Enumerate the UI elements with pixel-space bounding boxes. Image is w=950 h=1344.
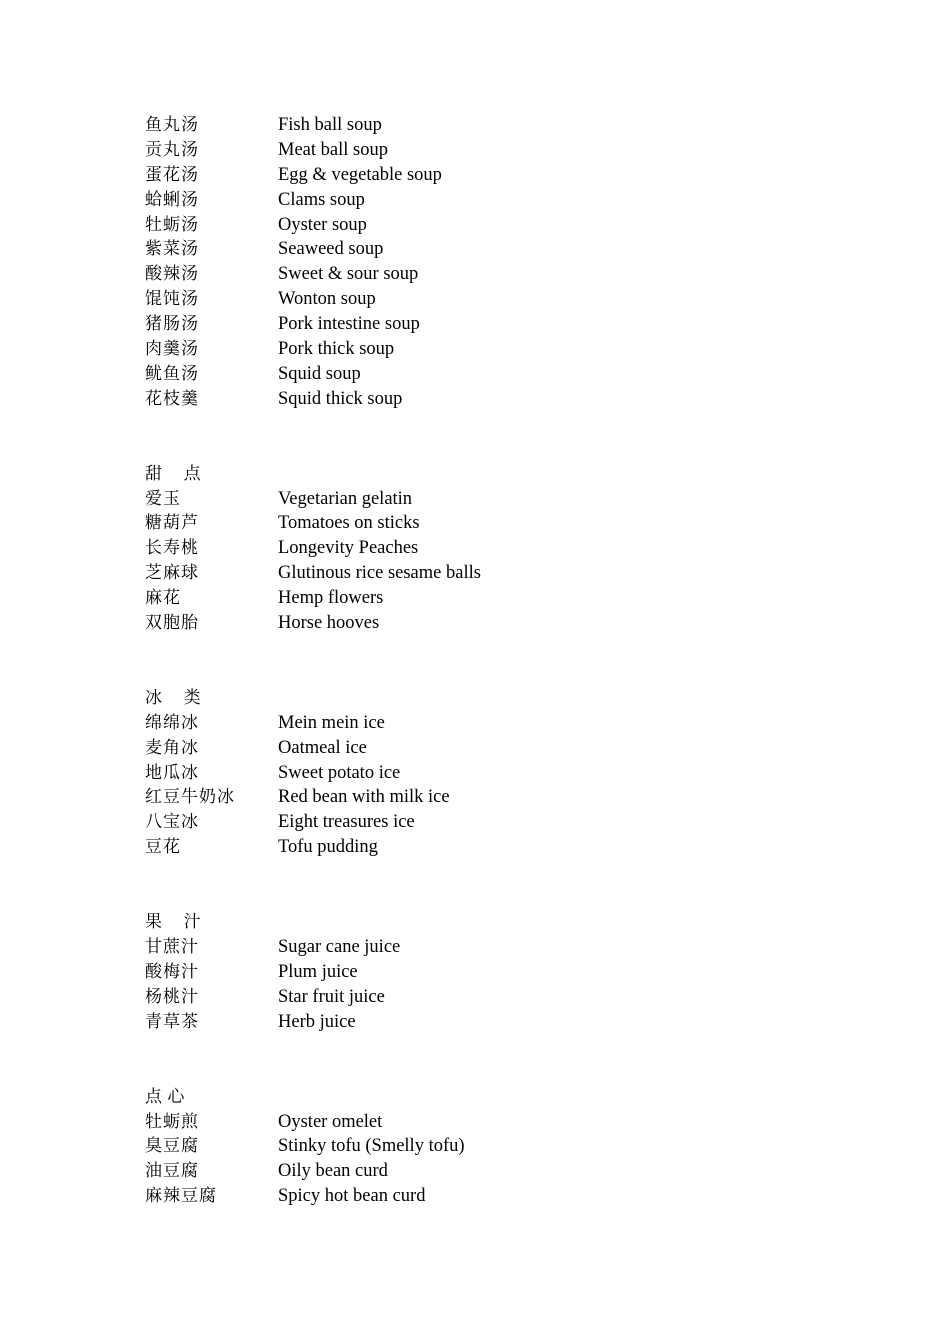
item-chinese: 芝麻球 — [145, 563, 199, 584]
item-english: Plum juice — [278, 961, 358, 982]
list-item — [145, 611, 845, 636]
list-item — [145, 1110, 845, 1135]
list-item — [145, 337, 845, 362]
list-item — [145, 262, 845, 287]
item-chinese: 麻花 — [145, 588, 181, 609]
item-english: Oatmeal ice — [278, 737, 367, 758]
list-item — [145, 935, 845, 960]
item-chinese: 糖葫芦 — [145, 513, 199, 534]
item-chinese: 甘蔗汁 — [145, 937, 199, 958]
list-item — [145, 536, 845, 561]
item-english: Star fruit juice — [278, 986, 385, 1007]
item-english: Seaweed soup — [278, 239, 384, 260]
menu-glossary — [145, 113, 845, 1209]
item-chinese: 臭豆腐 — [145, 1136, 199, 1157]
item-chinese: 青草茶 — [145, 1011, 199, 1032]
item-english: Vegetarian gelatin — [278, 488, 413, 509]
section-juices — [145, 910, 845, 1034]
item-english: Clams soup — [278, 189, 365, 210]
item-chinese: 酸辣汤 — [145, 264, 199, 285]
item-english: Eight treasures ice — [278, 812, 415, 833]
section-heading: 甜 点 — [145, 463, 201, 484]
list-item — [145, 835, 845, 860]
item-chinese: 双胞胎 — [145, 613, 199, 634]
item-chinese: 油豆腐 — [145, 1161, 199, 1182]
list-item — [145, 138, 845, 163]
item-english: Herb juice — [278, 1011, 356, 1032]
item-chinese: 爱玉 — [145, 488, 181, 509]
list-item — [145, 487, 845, 512]
list-item — [145, 213, 845, 238]
item-english: Sugar cane juice — [278, 937, 401, 958]
item-english: Squid thick soup — [278, 388, 403, 409]
item-chinese: 馄饨汤 — [145, 289, 199, 310]
item-english: Pork intestine soup — [278, 314, 420, 335]
list-item — [145, 237, 845, 262]
item-english: Hemp flowers — [278, 588, 384, 609]
section-heading: 果 汁 — [145, 912, 201, 933]
item-english: Red bean with milk ice — [278, 787, 450, 808]
item-english: Glutinous rice sesame balls — [278, 563, 481, 584]
section-soups — [145, 113, 845, 412]
list-item — [145, 785, 845, 810]
item-chinese: 牡蛎煎 — [145, 1111, 199, 1132]
item-chinese: 蛋花汤 — [145, 164, 199, 185]
item-english: Tomatoes on sticks — [278, 513, 420, 534]
item-english: Horse hooves — [278, 613, 380, 634]
list-item — [145, 1134, 845, 1159]
item-english: Longevity Peaches — [278, 538, 419, 559]
list-item — [145, 387, 845, 412]
item-chinese: 鱼丸汤 — [145, 115, 199, 135]
list-item — [145, 711, 845, 736]
list-item — [145, 312, 845, 337]
list-item — [145, 163, 845, 188]
item-english: Oyster soup — [278, 214, 367, 235]
list-item — [145, 188, 845, 213]
list-item — [145, 561, 845, 586]
item-chinese: 花枝羹 — [145, 388, 199, 409]
item-english: Tofu pudding — [278, 837, 378, 858]
list-item — [145, 985, 845, 1010]
item-english: Mein mein ice — [278, 712, 385, 733]
list-item — [145, 287, 845, 312]
list-item — [145, 362, 845, 387]
list-item — [145, 960, 845, 985]
item-chinese: 豆花 — [145, 837, 181, 858]
item-chinese: 长寿桃 — [145, 538, 199, 559]
list-item — [145, 586, 845, 611]
item-english: Spicy hot bean curd — [278, 1186, 426, 1207]
item-english: Fish ball soup — [278, 115, 382, 135]
item-chinese: 八宝冰 — [145, 812, 199, 833]
item-chinese: 肉羹汤 — [145, 339, 199, 360]
item-chinese: 鱿鱼汤 — [145, 363, 199, 384]
list-item — [145, 736, 845, 761]
list-item — [145, 1159, 845, 1184]
list-item — [145, 1184, 845, 1209]
section-ices — [145, 686, 845, 860]
list-item — [145, 511, 845, 536]
section-desserts — [145, 462, 845, 636]
item-english: Oily bean curd — [278, 1161, 388, 1182]
item-chinese: 牡蛎汤 — [145, 214, 199, 235]
list-item — [145, 1010, 845, 1035]
item-english: Egg & vegetable soup — [278, 164, 442, 185]
item-chinese: 贡丸汤 — [145, 139, 199, 160]
list-item — [145, 113, 845, 138]
item-chinese: 红豆牛奶冰 — [145, 787, 235, 808]
item-english: Sweet potato ice — [278, 762, 401, 783]
list-item — [145, 810, 845, 835]
item-english: Sweet & sour soup — [278, 264, 419, 285]
item-chinese: 猪肠汤 — [145, 314, 199, 335]
item-english: Wonton soup — [278, 289, 376, 310]
item-chinese: 酸梅汁 — [145, 961, 199, 982]
item-chinese: 杨桃汁 — [145, 986, 199, 1007]
item-chinese: 蛤蜊汤 — [145, 189, 199, 210]
section-heading: 冰 类 — [145, 687, 201, 708]
item-chinese: 地瓜冰 — [145, 762, 199, 783]
item-english: Meat ball soup — [278, 139, 388, 160]
section-snacks — [145, 1085, 845, 1209]
list-item — [145, 761, 845, 786]
item-chinese: 绵绵冰 — [145, 712, 199, 733]
item-english: Pork thick soup — [278, 339, 395, 360]
section-heading: 点 心 — [145, 1086, 185, 1107]
item-chinese: 麻辣豆腐 — [145, 1186, 217, 1207]
item-chinese: 紫菜汤 — [145, 239, 199, 260]
item-english: Squid soup — [278, 363, 361, 384]
item-english: Stinky tofu (Smelly tofu) — [278, 1136, 465, 1157]
item-chinese: 麦角冰 — [145, 737, 199, 758]
item-english: Oyster omelet — [278, 1111, 383, 1132]
